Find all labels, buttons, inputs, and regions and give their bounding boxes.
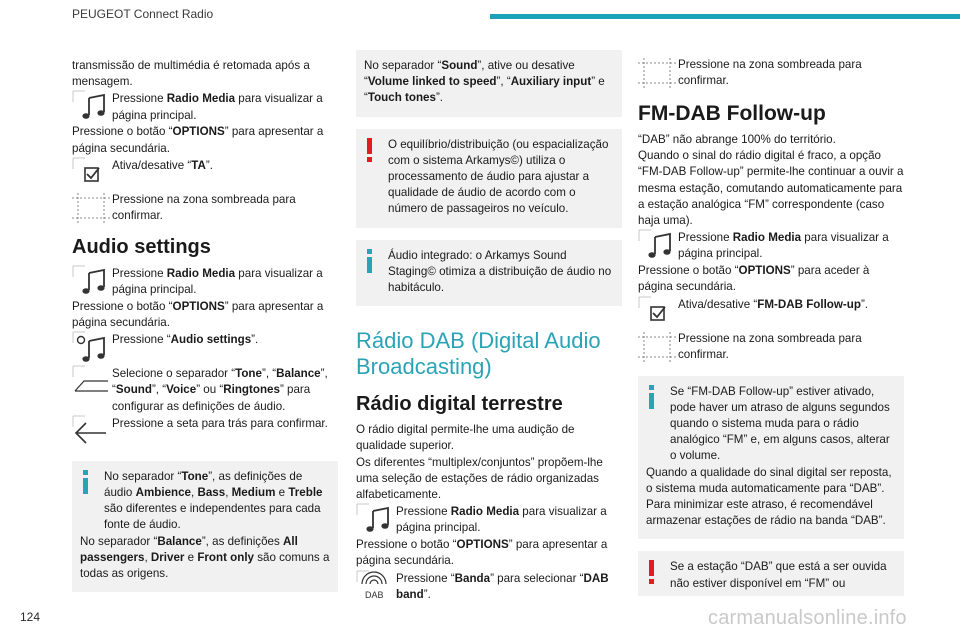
checkbox-icon (72, 157, 110, 191)
header-title: PEUGEOT Connect Radio (72, 7, 214, 21)
column-1 (72, 58, 338, 592)
column-3 (638, 56, 904, 596)
music-note-icon (72, 265, 110, 299)
step-back-arrow: Pressione a seta para trás para confirmar. (72, 415, 338, 449)
page-number: 124 (20, 610, 41, 624)
back-arrow-icon (72, 415, 110, 449)
paragraph: Pressione o botão “OPTIONS” para apresentar a página secundária. (72, 299, 324, 330)
paragraph: O rádio digital permite-lhe uma audição de qualidade superior. (356, 423, 575, 453)
chapter-heading-dab: Rádio DAB (Digital Audio Broadcasting) (356, 328, 601, 380)
paragraph: “DAB” não abrange 100% do território. (638, 133, 836, 146)
paragraph: Os diferentes “multiplex/conjuntos” propõem-lhe uma seleção de estações de rádio organizadas alfabeticamente. (356, 455, 603, 502)
section-heading-digital-radio: Rádio digital terrestre (356, 393, 563, 416)
warning-box-dab-station: Se a estação “DAB” que está a ser ouvida não estiver disponível em “FM” ou (638, 551, 904, 595)
shaded-zone-icon (638, 56, 676, 90)
step-toggle-fm-dab: Ativa/desative “FM-DAB Follow-up”. (638, 296, 904, 330)
step-dab-band: DAB Pressione “Banda” para selecionar “DAB band”. (356, 570, 622, 604)
step-confirm: Pressione na zona sombreada para confirmar. (638, 56, 904, 90)
paragraph: Pressione o botão “OPTIONS” para apresentar a página secundária. (356, 538, 608, 568)
paragraph: transmissão de multimédia é retomada após a mensagem. (72, 59, 310, 89)
warning-icon (362, 137, 378, 163)
warning-box-balance: O equilíbrio/distribuição (ou espacialização com o sistema Arkamys©) utiliza o processamento de áudio para ajustar a qualidade de áudio de acordo com o número de passageiros no veículo. (356, 129, 622, 228)
tab-icon (72, 365, 110, 399)
checkbox-icon (638, 296, 676, 330)
paragraph: Pressione o botão “OPTIONS” para aceder à página secundária. (638, 264, 870, 294)
shaded-zone-icon (72, 191, 110, 225)
paragraph: Quando o sinal do rádio digital é fraco, a opção “FM-DAB Follow-up” permite-lhe continuar a ouvir a mesma estação, comutando automaticamente para a estação analógica “FM” correspondente (caso haja uma). (638, 149, 904, 228)
header-accent-bar (490, 14, 960, 19)
step-radio-media: Pressione Radio Media para visualizar a página principal. (638, 229, 904, 263)
column-2 (356, 50, 622, 604)
paragraph: Pressione o botão “OPTIONS” para apresentar a página secundária. (72, 125, 324, 155)
info-icon (78, 469, 94, 495)
step-select-tab: Selecione o separador “Tone”, “Balance”, “Sound”, “Voice” ou “Ringtones” para configurar as definições de áudio. (72, 365, 338, 415)
watermark: carmanualsonline.info (708, 607, 907, 629)
step-confirm: Pressione na zona sombreada para confirmar. (72, 191, 338, 225)
info-icon (644, 384, 660, 410)
music-note-icon (72, 90, 110, 124)
info-box-tone: No separador “Tone”, as definições de áudio Ambience, Bass, Medium e Treble são diferentes e independentes para cada fonte de áudio. No separador “Balance”, as definições All passengers, Driver e Front only são comuns a todas as origens. (72, 461, 338, 592)
section-heading-fm-dab: FM-DAB Follow-up (638, 102, 826, 125)
step-confirm: Pressione na zona sombreada para confirmar. (638, 330, 904, 364)
shaded-zone-icon (638, 330, 676, 364)
music-note-icon (638, 229, 676, 263)
step-radio-media: Pressione Radio Media para visualizar a página principal. (72, 265, 338, 299)
step-audio-settings: Pressione “Audio settings”. (72, 331, 338, 365)
info-box-arkamys: Áudio integrado: o Arkamys Sound Staging© otimiza a distribuição de áudio no habitáculo. (356, 240, 622, 307)
music-note-icon (356, 503, 394, 537)
info-box-fm-dab-delay: Se “FM-DAB Follow-up” estiver ativado, pode haver um atraso de alguns segundos quando o sistema muda para o rádio analógico “FM” e, em alguns casos, alterar o volume. Quando a qualidade do sinal digital ser reposta, o sistema muda automaticamente para “DAB”. Para minimizar este atraso, é recomendável armazenar estações de rádio na banda “DAB”. (638, 376, 904, 540)
info-box-sound: No separador “Sound”, ative ou desative “Volume linked to speed”, “Auxiliary input” e “Touch tones”. (356, 50, 622, 117)
step-radio-media: Pressione Radio Media para visualizar a página principal. (72, 90, 338, 124)
section-heading-audio-settings: Audio settings (72, 235, 211, 258)
info-icon (362, 248, 378, 274)
step-toggle-ta: Ativa/desative “TA”. (72, 157, 338, 191)
music-settings-icon (72, 331, 110, 365)
dab-antenna-icon (356, 570, 394, 604)
warning-icon (644, 559, 660, 585)
step-radio-media: Pressione Radio Media para visualizar a página principal. (356, 503, 622, 537)
svg-text:DAB: DAB (365, 589, 384, 600)
